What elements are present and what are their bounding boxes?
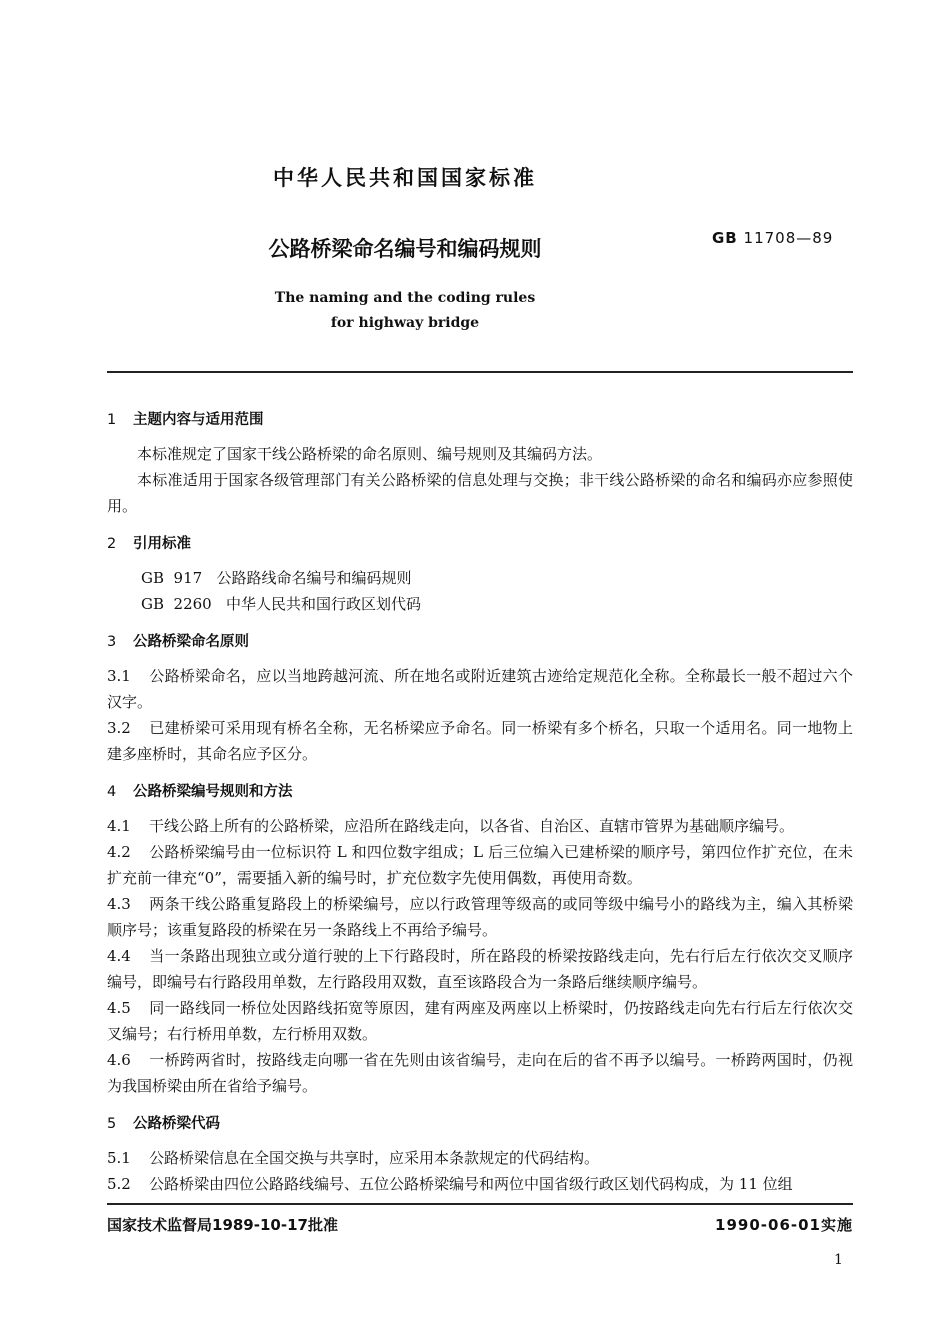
section-number: 4: [107, 784, 117, 800]
clause-text: 公路桥梁由四位公路路线编号、五位公路桥梁编号和两位中国省级行政区划代码构成，为 11 位组: [149, 1175, 793, 1193]
document-title-en: [0, 286, 810, 336]
clause-text: 公路桥梁编号由一位标识符 L 和四位数字组成；L 后三位编入已建桥梁的顺序号，第四位作扩充位，在未扩充前一律充“0”，需要插入新的编号时，扩充位数字先使用偶数，再使用奇数。: [107, 843, 853, 887]
clause-text: 两条干线公路重复路段上的桥梁编号，应以行政管理等级高的或同等级中编号小的路线为主，编入其桥梁顺序号；该重复路段的桥梁在另一条路线上不再给予编号。: [107, 895, 853, 939]
section-heading: [107, 531, 853, 557]
paragraph: 本标准适用于国家各级管理部门有关公路桥梁的信息处理与交换；非干线公路桥梁的命名和编码亦应参照使用。: [107, 471, 853, 515]
clause-number: 4.6: [107, 1051, 131, 1069]
clause-text: 干线公路上所有的公路桥梁，应沿所在路线走向，以各省、自治区、直辖市管界为基础顺序编号。: [149, 817, 795, 835]
page-number: 1: [834, 1252, 843, 1268]
clause-text: 已建桥梁可采用现有桥名全称，无名桥梁应予命名。同一桥梁有多个桥名，只取一个适用名。同一地物上建多座桥时，其命名应予区分。: [107, 719, 853, 763]
footer-divider: [107, 1203, 853, 1205]
section-heading: [107, 407, 853, 433]
clause-number: 4.1: [107, 817, 131, 835]
reference-item: GB 917 公路路线命名编号和编码规则: [141, 569, 412, 587]
effective-date: 1990-06-01实施: [715, 1216, 853, 1234]
clause-text: 当一条路出现独立或分道行驶的上下行路段时，所在路段的桥梁按路线走向，先右行后左行依次交叉顺序编号，即编号右行路段用单数，左行路段用双数，直至该路段合为一条路后继续顺序编号。: [107, 947, 853, 991]
clause-number: 3.2: [107, 719, 131, 737]
clause: [107, 813, 853, 839]
clause: [107, 891, 853, 943]
section-number: 2: [107, 536, 117, 552]
clause: [107, 943, 853, 995]
section-number: 3: [107, 634, 117, 650]
section-number: 5: [107, 1116, 117, 1132]
clause: [107, 715, 853, 767]
section-title: 公路桥梁命名原则: [133, 634, 249, 650]
section-heading: [107, 779, 853, 805]
clause-text: 公路桥梁命名，应以当地跨越河流、所在地名或附近建筑古迹给定规范化全称。全称最长一般不超过六个汉字。: [107, 667, 853, 711]
clause: [107, 1145, 853, 1171]
section-heading: [107, 629, 853, 655]
paragraph: 本标准规定了国家干线公路桥梁的命名原则、编号规则及其编码方法。: [137, 445, 603, 463]
clause-number: 5.1: [107, 1149, 131, 1167]
clause-text: 公路桥梁信息在全国交换与共享时，应采用本条款规定的代码结构。: [149, 1149, 600, 1167]
approval-date: 国家技术监督局1989-10-17批准: [107, 1216, 338, 1234]
section-title: 主题内容与适用范围: [133, 412, 264, 428]
clause: [107, 839, 853, 891]
clause: [107, 663, 853, 715]
national-standard-heading: 中华人民共和国国家标准: [273, 166, 537, 190]
section-heading: [107, 1111, 853, 1137]
clause-text: 同一路线同一桥位处因路线拓宽等原因，建有两座及两座以上桥梁时，仍按路线走向先右行后左行依次交叉编号；右行桥用单数，左行桥用双数。: [107, 999, 853, 1043]
section-title: 公路桥梁编号规则和方法: [133, 784, 293, 800]
header-divider: [107, 371, 853, 373]
document-title-zh: 公路桥梁命名编号和编码规则: [268, 237, 542, 261]
standard-number: [712, 229, 833, 247]
title-en-line-2: for highway bridge: [330, 315, 480, 331]
clause-number: 5.2: [107, 1175, 131, 1193]
section-title: 引用标准: [133, 536, 191, 552]
clause: [107, 995, 853, 1047]
standard-code: 11708—89: [743, 229, 834, 247]
title-en-line-1: The naming and the coding rules: [274, 290, 536, 306]
clause: [107, 1047, 853, 1099]
clause-text: 一桥跨两省时，按路线走向哪一省在先则由该省编号，走向在后的省不再予以编号。一桥跨两国时，仍视为我国桥梁由所在省给予编号。: [107, 1051, 853, 1095]
document-body: [107, 407, 853, 1197]
clause-number: 4.3: [107, 895, 131, 913]
section-number: 1: [107, 412, 117, 428]
section-title: 公路桥梁代码: [133, 1116, 220, 1132]
clause-number: 4.5: [107, 999, 131, 1017]
standard-prefix: GB: [712, 229, 738, 247]
clause-number: 4.2: [107, 843, 131, 861]
clause-number: 3.1: [107, 667, 131, 685]
clause: [107, 1171, 853, 1197]
clause-number: 4.4: [107, 947, 131, 965]
reference-item: GB 2260 中华人民共和国行政区划代码: [141, 595, 422, 613]
